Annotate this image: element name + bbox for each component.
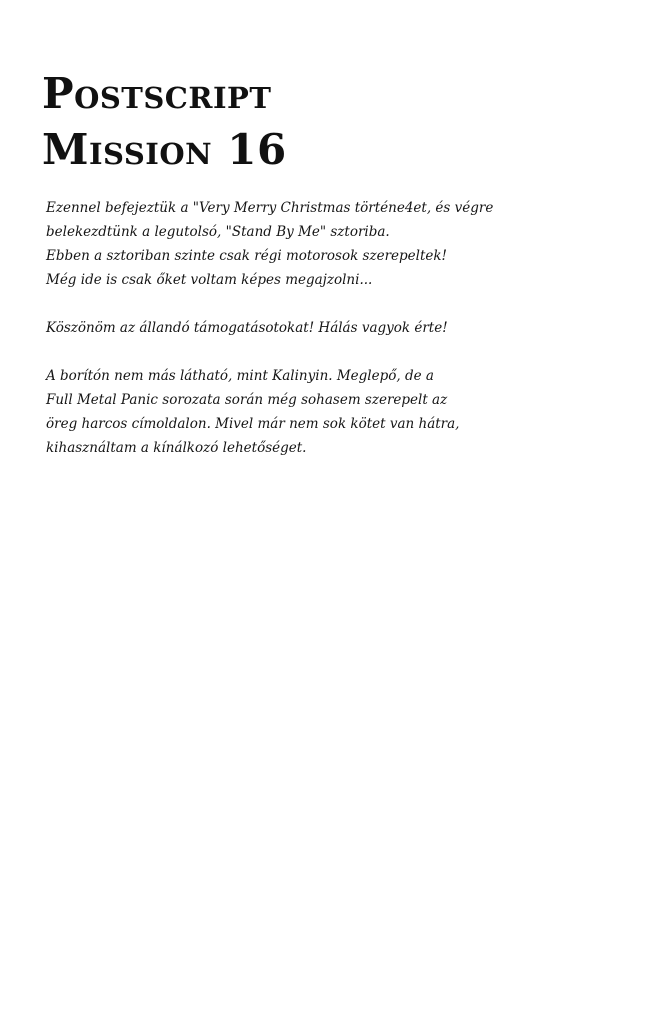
paragraph <box>46 316 606 340</box>
paragraph <box>46 196 606 292</box>
text-line: öreg harcos címoldalon. Mivel már nem sok kötet van hátra, <box>46 416 460 432</box>
text-line: Ebben a sztoriban szinte csak régi motorosok szerepeltek! <box>46 248 447 264</box>
text-line: Full Metal Panic sorozata során még sohasem szerepelt az <box>46 392 448 408</box>
text-line: kihasználtam a kínálkozó lehetőséget. <box>46 440 307 456</box>
title-line-1: Postscript <box>42 69 272 118</box>
text-line: Még ide is csak őket voltam képes megajzolni... <box>46 272 373 288</box>
title-line-2: Mission 16 <box>42 125 287 174</box>
paragraph <box>46 364 606 460</box>
text-line: A borítón nem más látható, mint Kalinyin. Meglepő, de a <box>46 368 434 384</box>
text-line: Ezennel befejeztük a "Very Merry Christmas történe4et, és végre <box>46 200 494 216</box>
text-line: belekezdtünk a legutolsó, "Stand By Me" sztoriba. <box>46 224 390 240</box>
text-line: Köszönöm az állandó támogatásotokat! Hálás vagyok érte! <box>46 320 448 336</box>
postscript-text <box>46 196 606 484</box>
page-title <box>42 66 287 178</box>
